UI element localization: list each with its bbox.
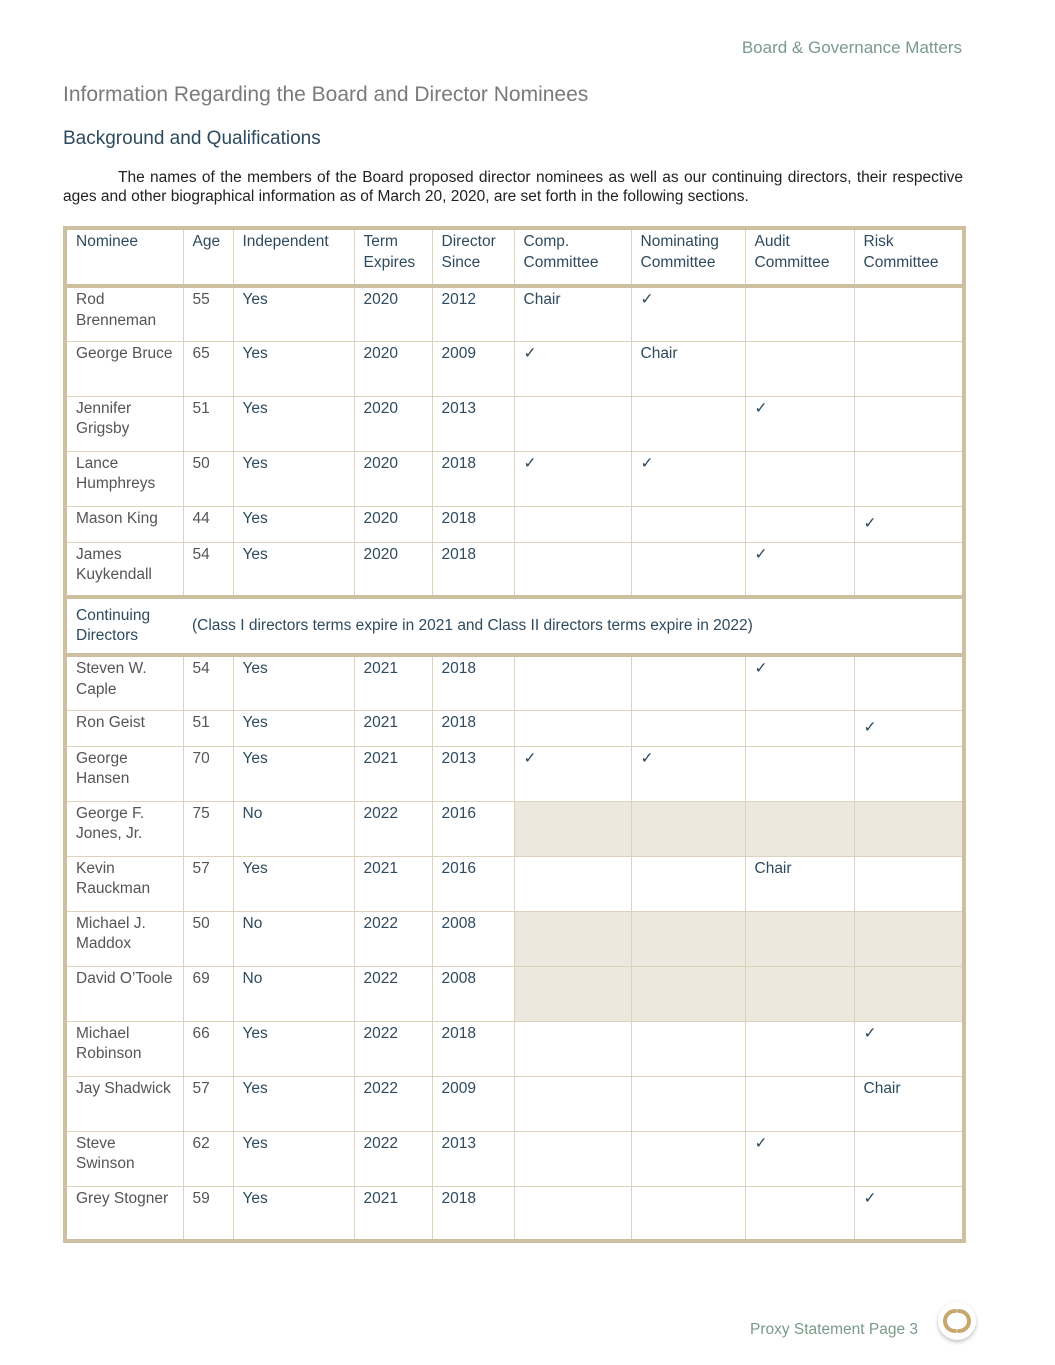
term-expires: 2020 [354,396,432,451]
table-row [65,746,964,801]
director-name: Jennifer Grigsby [65,396,183,451]
risk-committee-cell [854,856,964,911]
table-row [65,396,964,451]
term-expires: 2020 [354,506,432,542]
audit-committee-cell [745,1021,854,1076]
director-age: 55 [183,286,233,341]
director-age: 70 [183,746,233,801]
table-row [65,1076,964,1131]
table-row [65,801,964,856]
comp-committee-cell: ✓ [514,451,631,506]
table-row [65,542,964,597]
risk-committee-cell: ✓ [854,1021,964,1076]
table-row [65,1021,964,1076]
page-header: Board & Governance Matters [741,38,962,57]
audit-committee-cell [745,1186,854,1241]
header-comp-committee: Comp. Committee [514,228,631,286]
term-expires: 2021 [354,746,432,801]
risk-committee-cell: ✓ [854,710,964,746]
director-name: Steven W. Caple [65,655,183,710]
nominating-committee-cell: ✓ [631,286,745,341]
table-row [65,856,964,911]
audit-committee-cell [745,341,854,396]
term-expires: 2020 [354,341,432,396]
term-expires: 2021 [354,856,432,911]
nominees-body [65,286,964,597]
company-logo [938,1302,976,1340]
director-since: 2018 [432,542,514,597]
table-row [65,911,964,966]
risk-committee-cell [854,286,964,341]
table-row [65,1131,964,1186]
independent-status: Yes [233,746,354,801]
comp-committee-cell [514,1131,631,1186]
nominating-committee-cell [631,801,745,856]
director-age: 50 [183,451,233,506]
nominating-committee-cell [631,856,745,911]
continuing-separator [65,597,964,655]
director-name: Steve Swinson [65,1131,183,1186]
director-name: Rod Brenneman [65,286,183,341]
comp-committee-cell [514,801,631,856]
section-title: Information Regarding the Board and Director Nominees [63,83,589,106]
header-independent: Independent [233,228,354,286]
director-since: 2018 [432,506,514,542]
audit-committee-cell [745,710,854,746]
independent-status: Yes [233,1186,354,1241]
director-age: 59 [183,1186,233,1241]
director-since: 2008 [432,966,514,1021]
risk-committee-cell: ✓ [854,1186,964,1241]
audit-committee-cell [745,801,854,856]
comp-committee-cell [514,710,631,746]
director-since: 2012 [432,286,514,341]
comp-committee-cell [514,1186,631,1241]
independent-status: Yes [233,1076,354,1131]
independent-status: Yes [233,710,354,746]
continuing-note: (Class I directors terms expire in 2021 and Class II directors terms expire in 2022) [183,597,964,655]
intro-paragraph: The names of the members of the Board proposed director nominees as well as our continuing directors, their respective ages and other biographical information as of March 20, 2020, are set forth in the following sections. [63,169,963,205]
independent-status: Yes [233,1131,354,1186]
risk-committee-cell: Chair [854,1076,964,1131]
term-expires: 2021 [354,1186,432,1241]
audit-committee-cell: ✓ [745,542,854,597]
comp-committee-cell: ✓ [514,746,631,801]
director-age: 66 [183,1021,233,1076]
director-age: 57 [183,856,233,911]
page-footer: Proxy Statement Page 3 [749,1321,918,1338]
independent-status: Yes [233,655,354,710]
risk-committee-cell [854,746,964,801]
header-risk-committee: Risk Committee [854,228,964,286]
risk-committee-cell [854,451,964,506]
nominating-committee-cell [631,966,745,1021]
director-name: George F. Jones, Jr. [65,801,183,856]
independent-status: No [233,966,354,1021]
table-row [65,1186,964,1241]
audit-committee-cell [745,1076,854,1131]
director-since: 2018 [432,710,514,746]
director-since: 2018 [432,1021,514,1076]
term-expires: 2022 [354,966,432,1021]
director-name: George Hansen [65,746,183,801]
table-row [65,655,964,710]
term-expires: 2021 [354,655,432,710]
director-age: 50 [183,911,233,966]
director-name: Ron Geist [65,710,183,746]
director-since: 2013 [432,746,514,801]
term-expires: 2021 [354,710,432,746]
director-age: 54 [183,542,233,597]
director-since: 2009 [432,341,514,396]
nominating-committee-cell: ✓ [631,451,745,506]
comp-committee-cell [514,911,631,966]
nominating-committee-cell [631,1076,745,1131]
director-name: Mason King [65,506,183,542]
director-since: 2016 [432,801,514,856]
comp-committee-cell [514,966,631,1021]
nominating-committee-cell [631,396,745,451]
table-header [65,228,964,286]
director-name: Jay Shadwick [65,1076,183,1131]
director-name: Grey Stogner [65,1186,183,1241]
audit-committee-cell: ✓ [745,655,854,710]
nominating-committee-cell [631,506,745,542]
independent-status: Yes [233,542,354,597]
director-name: Kevin Rauckman [65,856,183,911]
logo-icon [938,1302,976,1340]
header-director-since: Director Since [432,228,514,286]
header-age: Age [183,228,233,286]
risk-committee-cell [854,341,964,396]
comp-committee-cell [514,856,631,911]
risk-committee-cell [854,911,964,966]
audit-committee-cell [745,506,854,542]
director-age: 44 [183,506,233,542]
term-expires: 2022 [354,1131,432,1186]
header-term-expires: Term Expires [354,228,432,286]
director-since: 2013 [432,396,514,451]
table-row [65,506,964,542]
independent-status: Yes [233,286,354,341]
comp-committee-cell [514,655,631,710]
term-expires: 2022 [354,1021,432,1076]
risk-committee-cell [854,655,964,710]
risk-committee-cell [854,801,964,856]
audit-committee-cell: ✓ [745,396,854,451]
director-age: 57 [183,1076,233,1131]
comp-committee-cell [514,1076,631,1131]
comp-committee-cell: Chair [514,286,631,341]
sub-title: Background and Qualifications [63,128,321,149]
director-name: Michael J. Maddox [65,911,183,966]
director-age: 51 [183,710,233,746]
director-since: 2018 [432,655,514,710]
nominating-committee-cell: ✓ [631,746,745,801]
director-since: 2008 [432,911,514,966]
nominating-committee-cell: Chair [631,341,745,396]
header-audit-committee: Audit Committee [745,228,854,286]
table-row [65,341,964,396]
independent-status: Yes [233,1021,354,1076]
comp-committee-cell [514,396,631,451]
director-name: David O’Toole [65,966,183,1021]
risk-committee-cell: ✓ [854,506,964,542]
continuing-body [65,655,964,1241]
comp-committee-cell: ✓ [514,341,631,396]
nominating-committee-cell [631,1021,745,1076]
audit-committee-cell [745,451,854,506]
comp-committee-cell [514,506,631,542]
comp-committee-cell [514,1021,631,1076]
director-age: 51 [183,396,233,451]
director-name: Michael Robinson [65,1021,183,1076]
director-since: 2009 [432,1076,514,1131]
audit-committee-cell [745,911,854,966]
director-age: 54 [183,655,233,710]
independent-status: Yes [233,506,354,542]
term-expires: 2020 [354,286,432,341]
term-expires: 2020 [354,542,432,597]
director-since: 2018 [432,451,514,506]
director-since: 2016 [432,856,514,911]
director-name: Lance Humphreys [65,451,183,506]
independent-status: No [233,911,354,966]
audit-committee-cell: Chair [745,856,854,911]
director-table [63,226,966,1243]
director-name: George Bruce [65,341,183,396]
risk-committee-cell [854,542,964,597]
header-nominating-committee: Nominating Committee [631,228,745,286]
director-age: 65 [183,341,233,396]
nominating-committee-cell [631,542,745,597]
risk-committee-cell [854,396,964,451]
independent-status: Yes [233,396,354,451]
term-expires: 2022 [354,911,432,966]
director-age: 75 [183,801,233,856]
independent-status: Yes [233,451,354,506]
director-age: 69 [183,966,233,1021]
risk-committee-cell [854,966,964,1021]
comp-committee-cell [514,542,631,597]
nominating-committee-cell [631,1186,745,1241]
continuing-label: Continuing Directors [65,597,183,655]
director-name: James Kuykendall [65,542,183,597]
independent-status: Yes [233,856,354,911]
director-since: 2013 [432,1131,514,1186]
table-row [65,451,964,506]
independent-status: No [233,801,354,856]
director-since: 2018 [432,1186,514,1241]
table-row [65,286,964,341]
director-age: 62 [183,1131,233,1186]
independent-status: Yes [233,341,354,396]
risk-committee-cell [854,1131,964,1186]
audit-committee-cell [745,746,854,801]
term-expires: 2022 [354,801,432,856]
table-row [65,710,964,746]
nominating-committee-cell [631,911,745,966]
term-expires: 2022 [354,1076,432,1131]
header-nominee: Nominee [65,228,183,286]
nominating-committee-cell [631,710,745,746]
audit-committee-cell [745,966,854,1021]
audit-committee-cell [745,286,854,341]
nominating-committee-cell [631,1131,745,1186]
audit-committee-cell: ✓ [745,1131,854,1186]
nominating-committee-cell [631,655,745,710]
table-row [65,966,964,1021]
term-expires: 2020 [354,451,432,506]
